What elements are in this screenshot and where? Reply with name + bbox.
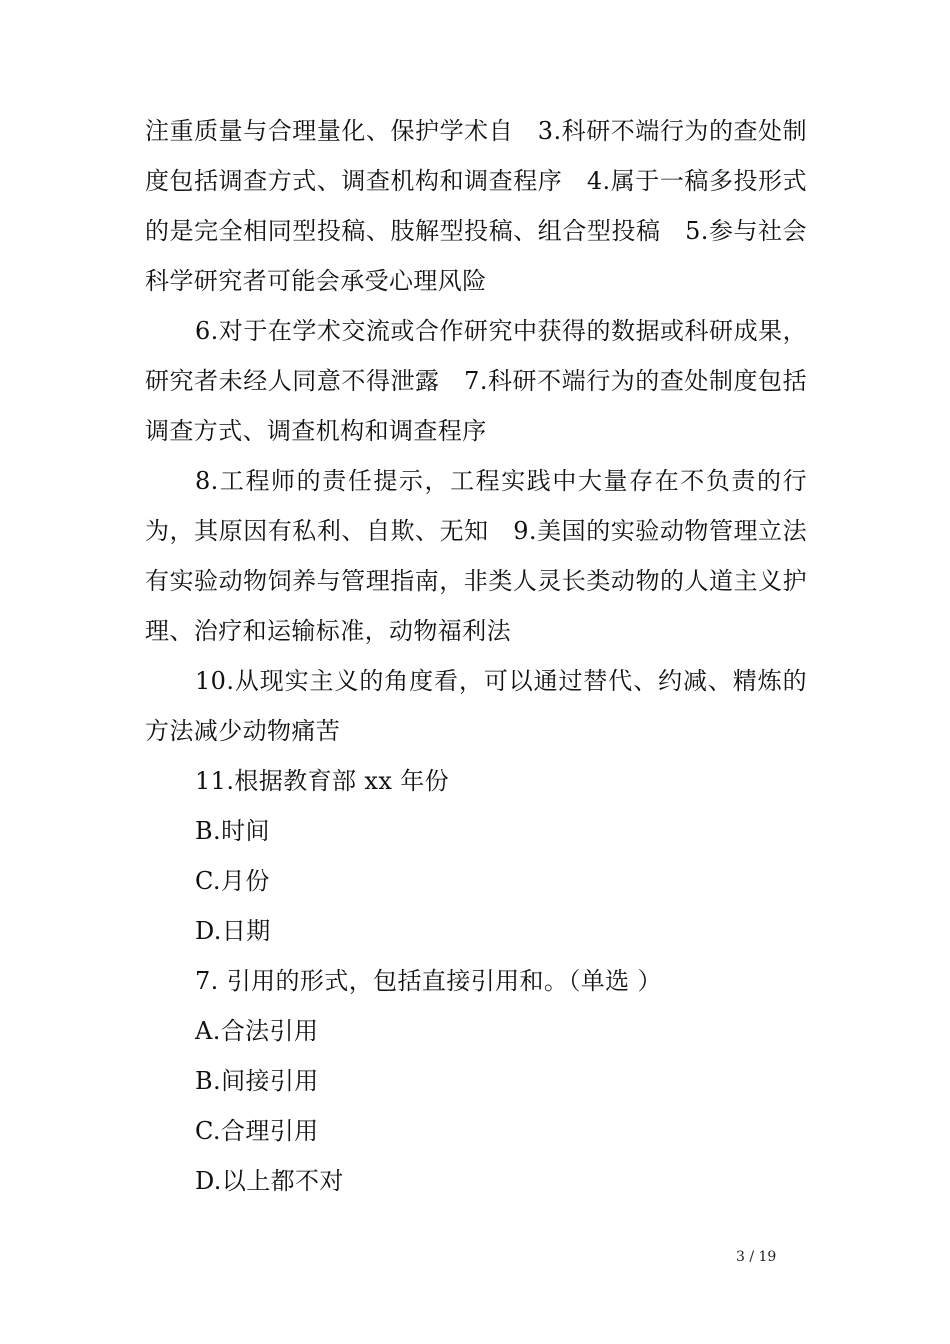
option-c-reasonable-citation: C.合理引用 xyxy=(195,1117,319,1145)
paragraph-1: 注重质量与合理量化、保护学术自 3.科研不端行为的查处制度包括调查方式、调查机构和调查程序 4.属于一稿多投形式的是完全相同型投稿、肢解型投稿、组合型投稿 5.参与社会科学研究者可能会承受心理风险 xyxy=(145,117,807,295)
page-number: 3 / 19 xyxy=(736,1249,777,1265)
question-line: 11.根据教育部 xx 年份 xyxy=(195,767,450,795)
paragraph-4: 10.从现实主义的角度看，可以通过替代、约减、精炼的方法减少动物痛苦 xyxy=(145,667,807,745)
option-c-month: C.月份 xyxy=(195,867,270,895)
option-d-none-above: D.以上都不对 xyxy=(195,1167,344,1195)
option-b-indirect-citation: B.间接引用 xyxy=(195,1067,319,1095)
option-a-legal-citation: A.合法引用 xyxy=(195,1017,319,1045)
paragraph-2: 6.对于在学术交流或合作研究中获得的数据或科研成果，研究者未经人同意不得泄露 7.科研不端行为的查处制度包括调查方式、调查机构和调查程序 xyxy=(145,317,807,445)
option-d-date: D.日期 xyxy=(195,917,271,945)
document-body xyxy=(145,106,807,1206)
paragraph-3: 8.工程师的责任提示，工程实践中大量存在不负责的行为，其原因有私利、自欺、无知 9.美国的实验动物管理立法有实验动物饲养与管理指南，非类人灵长类动物的人道主义护理、治疗和运输标准，动物福利法 xyxy=(145,467,807,645)
question-7: 7. 引用的形式，包括直接引用和。（单选 ） xyxy=(195,967,662,995)
option-b-time: B.时间 xyxy=(195,817,270,845)
